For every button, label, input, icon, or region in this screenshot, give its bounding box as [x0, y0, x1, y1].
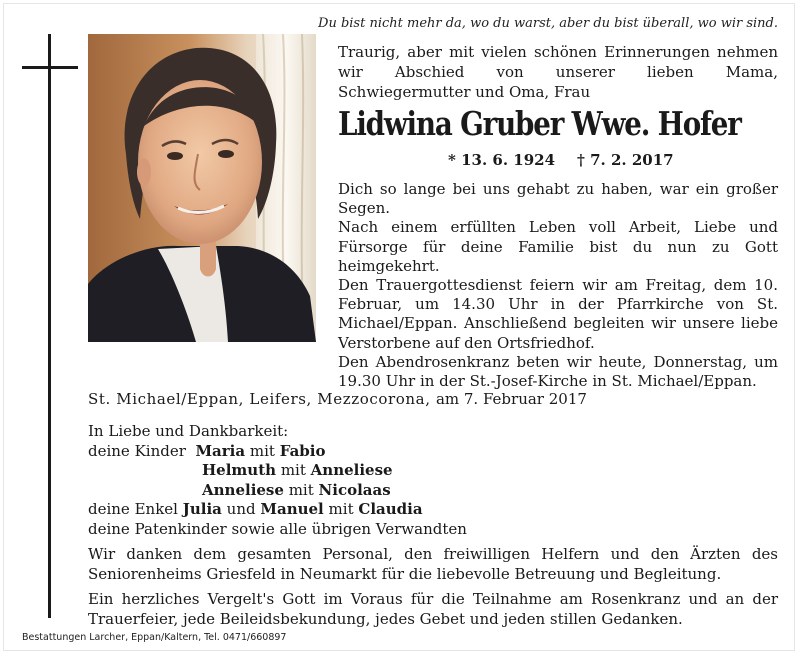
portrait-photo	[88, 34, 316, 342]
enkel-label: deine Enkel	[88, 500, 178, 518]
child-name: Helmuth	[202, 461, 277, 479]
thanks-attendance: Ein herzliches Vergelt's Gott im Voraus für die Teilnahme am Rosenkranz und an der Trauerfeier, jede Beileidsbekundung, jedes Gebet und jeden stillen Gedanken.	[88, 590, 778, 628]
partner-name: Anneliese	[310, 461, 393, 479]
mit-text: mit	[280, 461, 306, 479]
paragraph-blessing: Dich so lange bei uns gehabt zu haben, war ein großer Segen.	[338, 180, 778, 218]
thanks-section	[88, 544, 778, 629]
paragraph-funeral: Den Trauergottesdienst feiern wir am Freitag, dem 10. Februar, um 14.30 Uhr in der Pfarrkirche von St. Michael/Eppan. Anschließend begleiten wir unsere liebe Verstorbene auf den Ortsfriedhof.	[338, 276, 778, 352]
obituary-body	[338, 180, 778, 391]
undertaker-credit: Bestattungen Larcher, Eppan/Kaltern, Tel. 0471/660897	[22, 632, 287, 643]
grandchildren-row	[88, 500, 467, 520]
memorial-quote: Du bist nicht mehr da, wo du warst, aber du bist überall, wo wir sind.	[318, 16, 778, 31]
deceased-name: Lidwina Gruber Wwe. Hofer	[338, 104, 741, 143]
thanks-staff: Wir danken dem gesamten Personal, den freiwilligen Helfern und den Ärzten des Seniorenheims Griesfeld in Neumarkt für die liebevolle Betreuung und Begleitung.	[88, 545, 778, 583]
place-date-line	[88, 390, 587, 408]
mit-text: mit	[249, 441, 275, 460]
cross-icon	[48, 34, 51, 618]
children-row	[88, 442, 467, 462]
kinder-label: deine Kinder	[88, 441, 186, 460]
family-intro: In Liebe und Dankbarkeit:	[88, 422, 289, 440]
child-name: Maria	[195, 441, 246, 460]
partner-name: Nicolaas	[318, 480, 391, 499]
grandchild-partner-name: Claudia	[358, 500, 423, 518]
notice-date: am 7. Februar 2017	[435, 390, 587, 408]
cross-icon-beam	[22, 66, 78, 69]
child-name: Anneliese	[202, 480, 284, 499]
children-row	[88, 461, 467, 481]
birth-date: * 13. 6. 1924	[448, 151, 556, 169]
children-row	[88, 481, 467, 501]
mit-text: mit	[288, 480, 314, 499]
places: St. Michael/Eppan, Leifers, Mezzocorona,	[88, 390, 431, 408]
und-text: und	[226, 500, 256, 518]
family-list	[88, 422, 467, 539]
partner-name: Fabio	[279, 441, 326, 460]
grandchild-name: Julia	[182, 500, 222, 518]
intro-text: Traurig, aber mit vielen schönen Erinnerungen nehmen wir Abschied von unserer lieben Mama, Schwiegermutter und Oma, Frau	[338, 43, 778, 101]
life-dates	[448, 151, 696, 169]
death-date: † 7. 2. 2017	[577, 151, 674, 169]
grandchild-name: Manuel	[260, 500, 324, 518]
paragraph-rosary: Den Abendrosenkranz beten wir heute, Donnerstag, um 19.30 Uhr in der St.-Josef-Kirche in St. Michael/Eppan.	[338, 352, 778, 391]
godchildren-row: deine Patenkinder sowie alle übrigen Verwandten	[88, 519, 467, 538]
paragraph-life: Nach einem erfüllten Leben voll Arbeit, Liebe und Fürsorge für deine Familie bist du nun zu Gott heimgekehrt.	[338, 218, 778, 275]
mit-text: mit	[328, 500, 354, 518]
